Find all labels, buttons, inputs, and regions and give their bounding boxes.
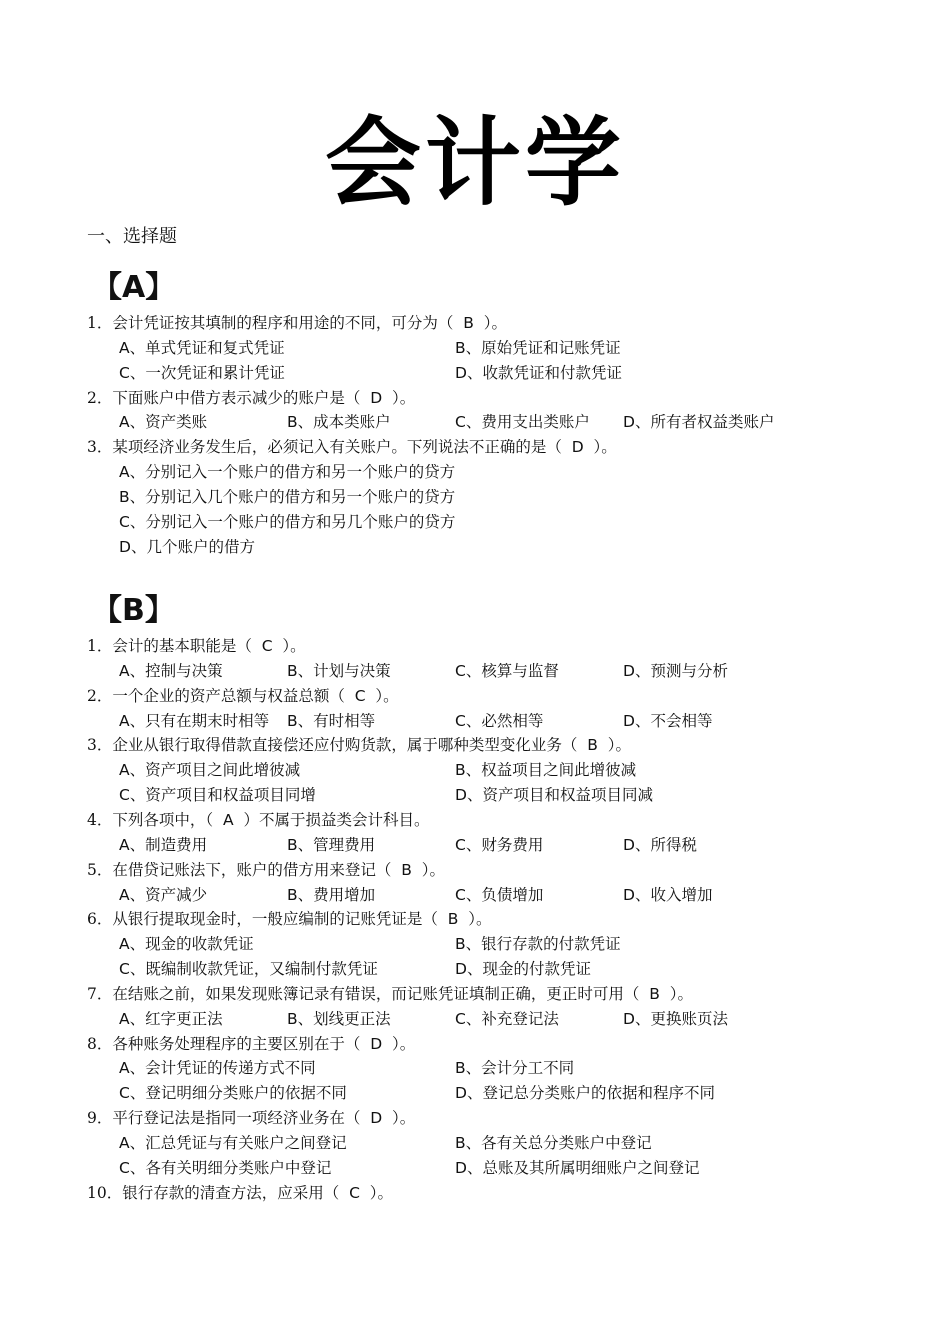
option-letter: D xyxy=(623,1009,635,1028)
option-text: 、会计凭证的传递方式不同 xyxy=(129,1059,316,1078)
question-number: 2． xyxy=(87,686,113,705)
option-b xyxy=(119,485,455,510)
option-a xyxy=(119,1131,347,1156)
question-text: 企业从银行取得借款直接偿还应付购货款，属于哪种类型变化业务（ xyxy=(112,736,578,755)
option-a xyxy=(119,932,254,957)
option-c xyxy=(119,1156,331,1181)
answer-letter: C xyxy=(339,1183,370,1202)
option-text: 、核算与监督 xyxy=(465,661,559,680)
option-b xyxy=(455,932,621,957)
option-text: 、资产减少 xyxy=(129,885,208,904)
option-d xyxy=(455,1081,715,1106)
option-letter: C xyxy=(455,413,466,432)
option-text: 、登记总分类账户的依据和程序不同 xyxy=(466,1084,715,1103)
answer-letter: D xyxy=(360,388,393,407)
option-text: 、制造费用 xyxy=(129,835,208,854)
option-letter: A xyxy=(119,1009,130,1028)
option-b xyxy=(287,709,375,734)
question-number: 8． xyxy=(87,1034,113,1053)
option-letter: D xyxy=(455,363,467,382)
option-text: 、资产项目和权益项目同增 xyxy=(129,786,316,805)
option-letter: A xyxy=(119,761,130,780)
question-text-end: ）。 xyxy=(392,1109,416,1128)
option-text: 、计划与决策 xyxy=(297,661,391,680)
option-text: 、更换账页法 xyxy=(634,1009,728,1028)
option-a xyxy=(119,460,455,485)
option-c xyxy=(455,1007,559,1032)
option-text: 、费用支出类账户 xyxy=(465,413,590,432)
option-letter: C xyxy=(119,1084,130,1103)
option-letter: C xyxy=(455,835,466,854)
option-letter: B xyxy=(455,338,466,357)
question-text: 一个企业的资产总额与权益总额（ xyxy=(112,686,345,705)
question-line xyxy=(87,1106,415,1131)
option-d xyxy=(623,883,712,908)
answer-letter: B xyxy=(639,984,670,1003)
option-b xyxy=(287,833,375,858)
question-number: 10． xyxy=(87,1183,123,1202)
question-text: 下面账户中借方表示减少的账户是（ xyxy=(112,388,361,407)
option-a xyxy=(119,833,207,858)
part-heading: 一、选择题 xyxy=(87,226,177,247)
section-heading: 【B】 xyxy=(92,593,175,628)
option-b xyxy=(287,410,391,435)
option-a xyxy=(119,709,269,734)
option-letter: D xyxy=(623,711,635,730)
option-d xyxy=(623,709,712,734)
option-letter: A xyxy=(119,338,130,357)
question-text: 各种账务处理程序的主要区别在于（ xyxy=(112,1034,361,1053)
answer-letter: C xyxy=(251,637,283,655)
option-letter: A xyxy=(119,711,130,730)
option-a xyxy=(119,410,207,435)
option-b xyxy=(455,336,621,361)
option-d xyxy=(623,410,774,435)
answer-letter: C xyxy=(344,686,376,705)
option-c xyxy=(455,833,543,858)
question-text-end: ）。 xyxy=(593,438,617,457)
option-letter: B xyxy=(455,761,466,780)
question-line xyxy=(87,733,631,758)
option-text: 、几个账户的借方 xyxy=(130,537,255,556)
option-d xyxy=(455,361,622,386)
option-letter: C xyxy=(119,512,130,531)
question-text-end: ）。 xyxy=(421,860,445,879)
option-text: 、资产项目和权益项目同减 xyxy=(466,786,653,805)
option-text: 、财务费用 xyxy=(465,835,544,854)
option-text: 、控制与决策 xyxy=(129,661,223,680)
question-text: 银行存款的清查方法，应采用（ xyxy=(122,1183,340,1202)
option-letter: B xyxy=(287,1009,298,1028)
option-a xyxy=(119,659,223,684)
option-letter: A xyxy=(119,661,130,680)
answer-letter: B xyxy=(391,860,422,879)
question-number: 3． xyxy=(87,736,113,755)
answer-letter: D xyxy=(360,1034,393,1053)
option-letter: D xyxy=(455,786,467,805)
option-letter: D xyxy=(623,835,635,854)
question-number: 7． xyxy=(87,984,113,1003)
option-letter: A xyxy=(119,413,130,432)
option-text: 、分别记入一个账户的借方和另一个账户的贷方 xyxy=(129,463,456,482)
option-text: 、补充登记法 xyxy=(465,1009,559,1028)
option-letter: B xyxy=(455,935,466,954)
answer-letter: A xyxy=(213,810,244,829)
question-text: 某项经济业务发生后，必须记入有关账户。下列说法不正确的是（ xyxy=(112,438,562,457)
option-text: 、必然相等 xyxy=(465,711,544,730)
option-text: 、各有关总分类账户中登记 xyxy=(465,1134,652,1152)
question-line xyxy=(87,435,617,460)
question-text: 在结账之前，如果发现账簿记录有错误，而记账凭证填制正确，更正时可用（ xyxy=(112,984,640,1003)
option-letter: D xyxy=(623,885,635,904)
answer-letter: B xyxy=(453,314,484,332)
option-letter: B xyxy=(287,413,298,432)
question-text-end: ）不属于损益类会计科目。 xyxy=(243,810,430,829)
option-b xyxy=(455,1131,652,1156)
answer-letter: B xyxy=(577,736,608,755)
document-title: 会计学 xyxy=(325,106,625,219)
option-text: 、只有在期末时相等 xyxy=(129,711,270,730)
option-text: 、总账及其所属明细账户之间登记 xyxy=(466,1158,700,1177)
question-line xyxy=(87,1181,393,1206)
question-line xyxy=(87,1032,415,1057)
option-b xyxy=(287,883,375,908)
question-text: 会计凭证按其填制的程序和用途的不同，可分为（ xyxy=(112,314,454,332)
option-c xyxy=(455,410,590,435)
option-text: 、有时相等 xyxy=(297,711,376,730)
option-letter: A xyxy=(119,935,130,954)
option-letter: B xyxy=(287,885,298,904)
option-letter: A xyxy=(119,885,130,904)
option-text: 、划线更正法 xyxy=(297,1009,391,1028)
option-c xyxy=(119,783,316,808)
option-letter: B xyxy=(287,835,298,854)
option-text: 、管理费用 xyxy=(297,835,376,854)
option-text: 、收款凭证和付款凭证 xyxy=(466,363,622,382)
option-text: 、不会相等 xyxy=(634,711,713,730)
option-c xyxy=(119,510,455,535)
option-text: 、汇总凭证与有关账户之间登记 xyxy=(129,1134,347,1152)
option-letter: D xyxy=(119,537,131,556)
option-text: 、资产项目之间此增彼减 xyxy=(129,761,301,780)
option-d xyxy=(455,783,653,808)
option-letter: B xyxy=(455,1134,466,1152)
question-line xyxy=(87,311,507,336)
option-text: 、现金的付款凭证 xyxy=(466,960,591,979)
question-text-end: ）。 xyxy=(483,314,507,332)
option-letter: C xyxy=(119,363,130,382)
question-text-end: ）。 xyxy=(392,1034,416,1053)
question-line xyxy=(87,982,693,1007)
option-letter: C xyxy=(455,885,466,904)
option-c xyxy=(119,361,285,386)
question-line xyxy=(87,907,492,932)
question-line xyxy=(87,684,399,709)
option-letter: A xyxy=(119,1134,130,1152)
answer-letter: D xyxy=(561,438,594,457)
option-a xyxy=(119,1007,223,1032)
option-text: 、原始凭证和记账凭证 xyxy=(465,338,621,357)
option-text: 、分别记入一个账户的借方和另几个账户的贷方 xyxy=(129,512,456,531)
question-line xyxy=(87,634,306,659)
option-c xyxy=(455,883,543,908)
option-d xyxy=(623,1007,728,1032)
option-c xyxy=(119,1081,347,1106)
question-text: 会计的基本职能是（ xyxy=(112,637,252,655)
option-d xyxy=(455,1156,699,1181)
option-text: 、资产类账 xyxy=(129,413,208,432)
option-letter: C xyxy=(455,711,466,730)
option-b xyxy=(287,659,391,684)
option-text: 、分别记入几个账户的借方和另一个账户的贷方 xyxy=(129,487,456,506)
option-text: 、银行存款的付款凭证 xyxy=(465,935,621,954)
option-letter: C xyxy=(119,1158,130,1177)
option-letter: B xyxy=(287,661,298,680)
option-text: 、费用增加 xyxy=(297,885,376,904)
question-text-end: ）。 xyxy=(375,686,399,705)
option-letter: C xyxy=(119,786,130,805)
question-text-end: ）。 xyxy=(607,736,631,755)
option-text: 、一次凭证和累计凭证 xyxy=(129,363,285,382)
option-letter: B xyxy=(287,711,298,730)
question-number: 5． xyxy=(87,860,113,879)
option-text: 、登记明细分类账户的依据不同 xyxy=(129,1084,347,1103)
option-letter: A xyxy=(119,1059,130,1078)
option-text: 、所得税 xyxy=(634,835,697,854)
question-text: 平行登记法是指同一项经济业务在（ xyxy=(112,1109,361,1128)
option-a xyxy=(119,1056,316,1081)
question-number: 2． xyxy=(87,388,113,407)
option-text: 、既编制收款凭证，又编制付款凭证 xyxy=(129,960,378,979)
option-c xyxy=(119,957,378,982)
question-number: 1． xyxy=(87,637,113,655)
question-text-end: ）。 xyxy=(369,1183,394,1202)
option-letter: D xyxy=(455,1158,467,1177)
option-text: 、单式凭证和复式凭证 xyxy=(129,338,285,357)
option-letter: D xyxy=(455,960,467,979)
option-text: 、所有者权益类账户 xyxy=(634,413,775,432)
option-c xyxy=(455,709,543,734)
question-text: 在借贷记账法下，账户的借方用来登记（ xyxy=(112,860,392,879)
option-letter: D xyxy=(455,1084,467,1103)
question-text-end: ）。 xyxy=(468,910,492,929)
question-text-end: ）。 xyxy=(392,388,416,407)
option-text: 、各有关明细分类账户中登记 xyxy=(129,1158,332,1177)
option-letter: C xyxy=(455,1009,466,1028)
option-d xyxy=(623,833,697,858)
option-b xyxy=(455,1056,574,1081)
option-text: 、成本类账户 xyxy=(297,413,391,432)
option-text: 、预测与分析 xyxy=(634,661,728,680)
answer-letter: B xyxy=(437,910,469,929)
option-a xyxy=(119,336,285,361)
option-text: 、收入增加 xyxy=(634,885,713,904)
option-b xyxy=(287,1007,391,1032)
question-text-end: ）。 xyxy=(282,637,306,655)
option-letter: A xyxy=(119,835,130,854)
option-d xyxy=(119,535,255,560)
option-letter: B xyxy=(119,487,130,506)
option-c xyxy=(455,659,559,684)
option-letter: C xyxy=(119,960,130,979)
option-letter: D xyxy=(623,661,635,680)
option-letter: A xyxy=(119,463,130,482)
question-line xyxy=(87,386,415,411)
option-a xyxy=(119,883,207,908)
question-number: 9． xyxy=(87,1109,113,1128)
question-text-end: ）。 xyxy=(669,984,693,1003)
question-number: 1． xyxy=(87,314,113,332)
question-number: 3． xyxy=(87,438,113,457)
option-text: 、会计分工不同 xyxy=(465,1059,575,1078)
answer-letter: D xyxy=(360,1109,393,1128)
option-text: 、负债增加 xyxy=(465,885,544,904)
question-number: 6． xyxy=(87,910,113,929)
question-line xyxy=(87,808,429,833)
option-d xyxy=(455,957,591,982)
option-text: 、红字更正法 xyxy=(129,1009,223,1028)
question-text: 下列各项中，（ xyxy=(112,810,214,829)
option-text: 、权益项目之间此增彼减 xyxy=(465,761,637,780)
question-text: 从银行提取现金时，一般应编制的记账凭证是（ xyxy=(112,910,438,929)
section-heading: 【A】 xyxy=(92,270,176,305)
option-a xyxy=(119,758,300,783)
option-d xyxy=(623,659,728,684)
option-letter: C xyxy=(455,661,466,680)
option-b xyxy=(455,758,636,783)
question-number: 4． xyxy=(87,810,113,829)
option-letter: B xyxy=(455,1059,466,1078)
option-letter: D xyxy=(623,413,635,432)
option-text: 、现金的收款凭证 xyxy=(129,935,254,954)
question-line xyxy=(87,858,445,883)
